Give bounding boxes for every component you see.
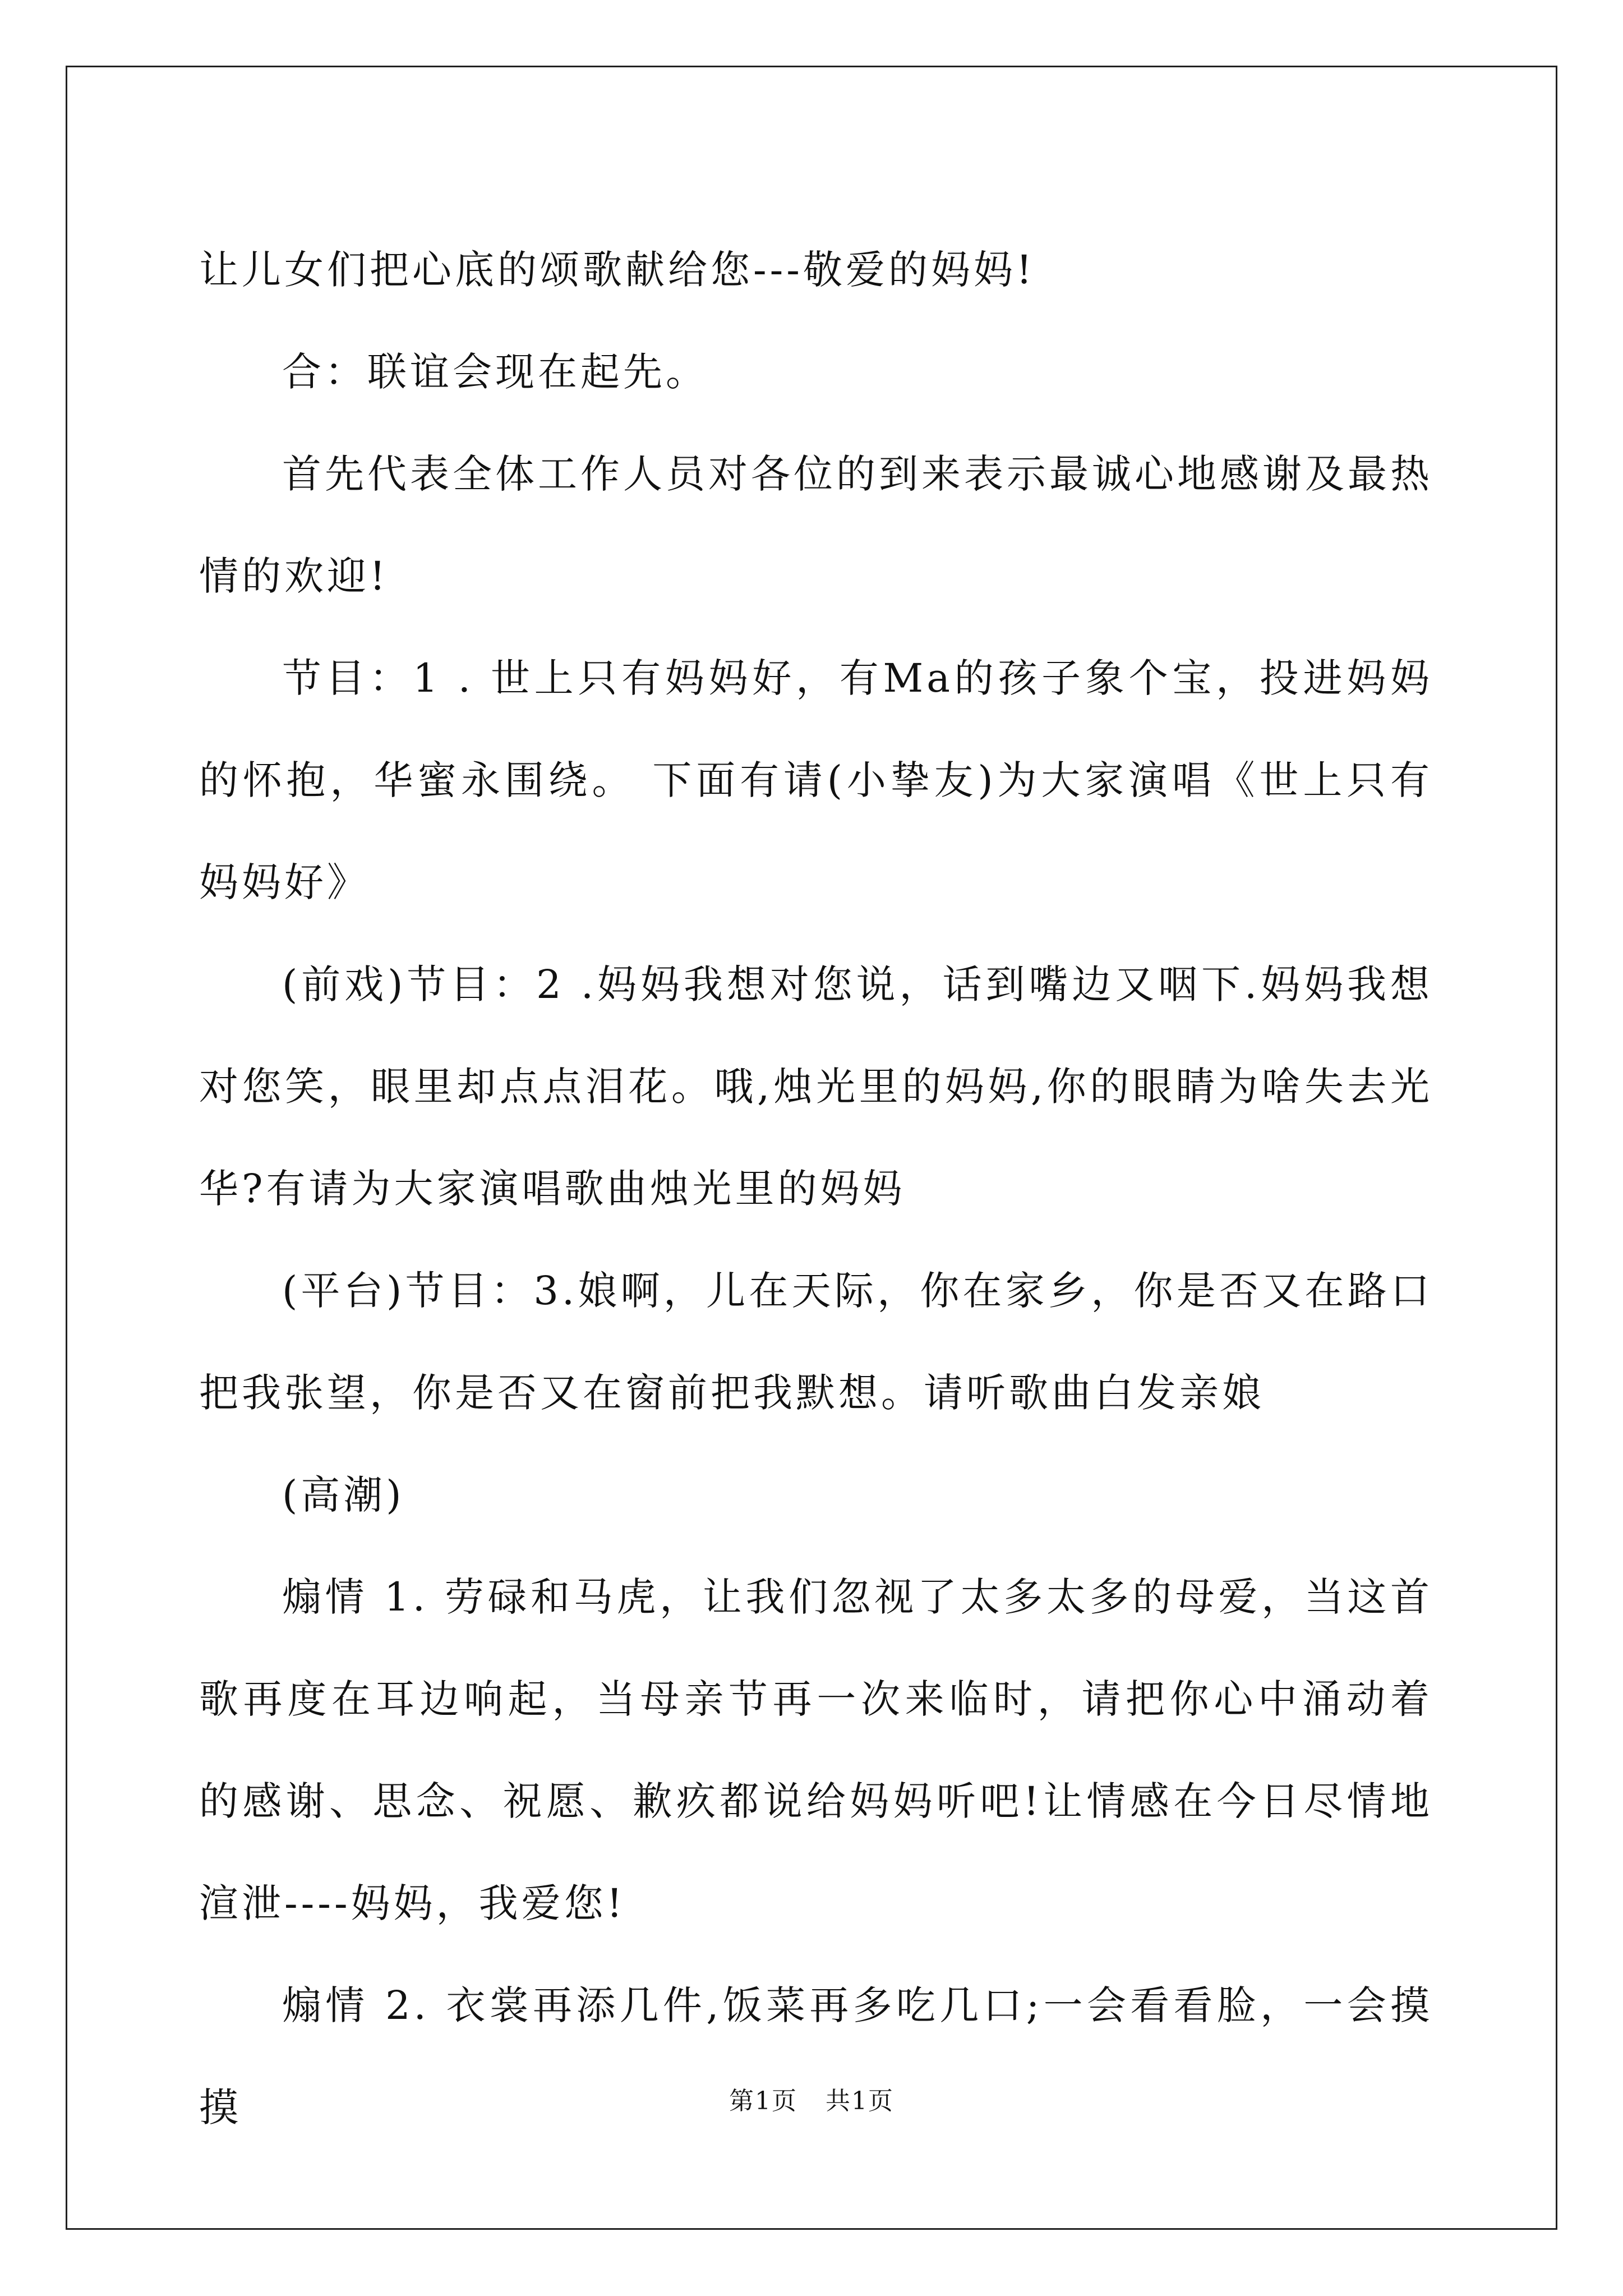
paragraph-9: 煽情 2. 衣裳再添几件,饭菜再多吃几口;一会看看脸，一会摸摸 (199, 1982, 1433, 2131)
paragraph-2: 合：联谊会现在起先。 (282, 349, 708, 395)
paragraph-7: (高潮) (282, 1472, 405, 1518)
page-footer (0, 2085, 1623, 2118)
paragraph-6: (平台)节目：3.娘啊，儿在天际，你在家乡，你是否又在路口把我张望，你是否又在窗前把我默想。请听歌曲白发亲娘 (199, 1268, 1433, 1416)
page-total: 共1页 (826, 2087, 894, 2115)
paragraph-5: (前戏)节目：2 .妈妈我想对您说，话到嘴边又咽下.妈妈我想对您笑，眼里却点点泪花。哦,烛光里的妈妈,你的眼睛为啥失去光华?有请为大家演唱歌曲烛光里的妈妈 (199, 961, 1433, 1212)
paragraph-1: 让儿女们把心底的颂歌献给您---敬爱的妈妈! (199, 247, 1036, 293)
paragraph-8: 煽情 1. 劳碌和马虎，让我们忽视了太多太多的母爱，当这首歌再度在耳边响起，当母亲节再一次来临时，请把你心中涌动着的感谢、思念、祝愿、歉疚都说给妈妈听吧!让情感在今日尽情地渲泄----妈妈，我爱您! (199, 1574, 1433, 1926)
paragraph-3: 首先代表全体工作人员对各位的到来表示最诚心地感谢及最热情的欢迎! (199, 451, 1433, 599)
document-body (199, 219, 1433, 2159)
paragraph-4: 节目：1 . 世上只有妈妈好，有Ma的孩子象个宝，投进妈妈的怀抱，华蜜永围绕。 下面有请(小挚友)为大家演唱《世上只有妈妈好》 (199, 655, 1433, 905)
page-number: 第1页 (729, 2087, 797, 2115)
